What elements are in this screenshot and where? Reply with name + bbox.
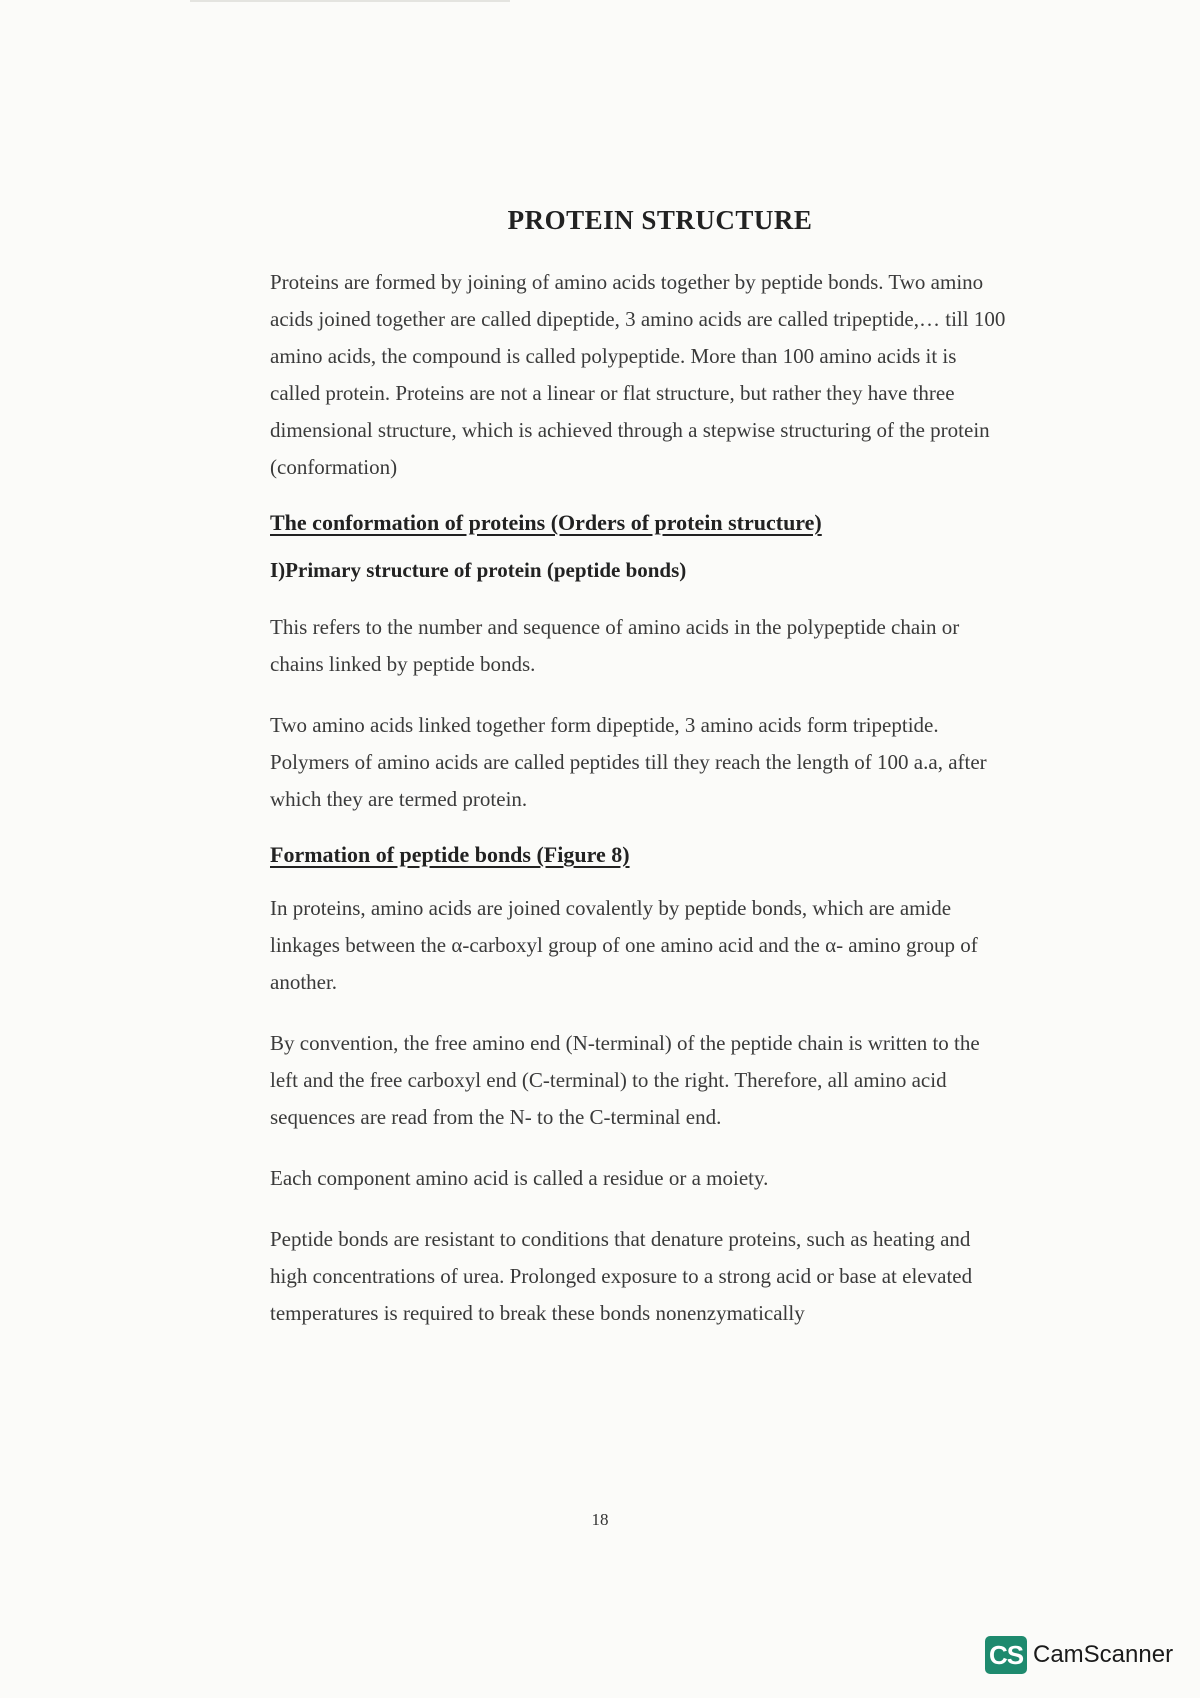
- formation-paragraph-2: By convention, the free amino end (N-terminal) of the peptide chain is written to the left and the free carboxyl end (C-terminal) to the right. Therefore, all amino acid sequences are read from the N- to the C-terminal end.: [270, 1031, 980, 1129]
- section-heading: The conformation of proteins (Orders of protein structure): [270, 510, 822, 535]
- formation-paragraph-3: Each component amino acid is called a residue or a moiety.: [270, 1166, 769, 1190]
- primary-paragraph-1: This refers to the number and sequence of amino acids in the polypeptide chain or chains linked by peptide bonds.: [270, 615, 960, 676]
- formation-paragraph-1: In proteins, amino acids are joined covalently by peptide bonds, which are amide linkages between the α-carboxyl group of one amino acid and the α- amino group of another.: [270, 896, 978, 994]
- camscanner-logo-icon: CS: [985, 1636, 1027, 1674]
- formation-heading: Formation of peptide bonds (Figure 8): [270, 842, 630, 867]
- document-page: [270, 205, 1010, 1356]
- scan-edge-line: [190, 0, 510, 2]
- camscanner-watermark: [985, 1636, 1173, 1674]
- camscanner-label: CamScanner: [1033, 1641, 1174, 1668]
- page-number: 18: [591, 1510, 609, 1529]
- formation-paragraph-4: Peptide bonds are resistant to conditions that denature proteins, such as heating and high concentrations of urea. Prolonged exposure to a strong acid or base at elevated temperatures is required to break these bonds nonenzymatically: [270, 1227, 973, 1325]
- primary-paragraph-2: Two amino acids linked together form dipeptide, 3 amino acids form tripeptide. Polymers of amino acids are called peptides till they reach the length of 100 a.a, after which they are termed protein.: [270, 713, 987, 811]
- subsection-heading: I)Primary structure of protein (peptide bonds): [270, 558, 687, 582]
- page-title: PROTEIN STRUCTURE: [507, 205, 813, 235]
- intro-paragraph: Proteins are formed by joining of amino acids together by peptide bonds. Two amino acids joined together are called dipeptide, 3 amino acids are called tripeptide,… till 100 amino acids, the compound is called polypeptide. More than 100 amino acids it is called protein. Proteins are not a linear or flat structure, but rather they have three dimensional structure, which is achieved through a stepwise structuring of the protein (conformation): [270, 270, 1006, 479]
